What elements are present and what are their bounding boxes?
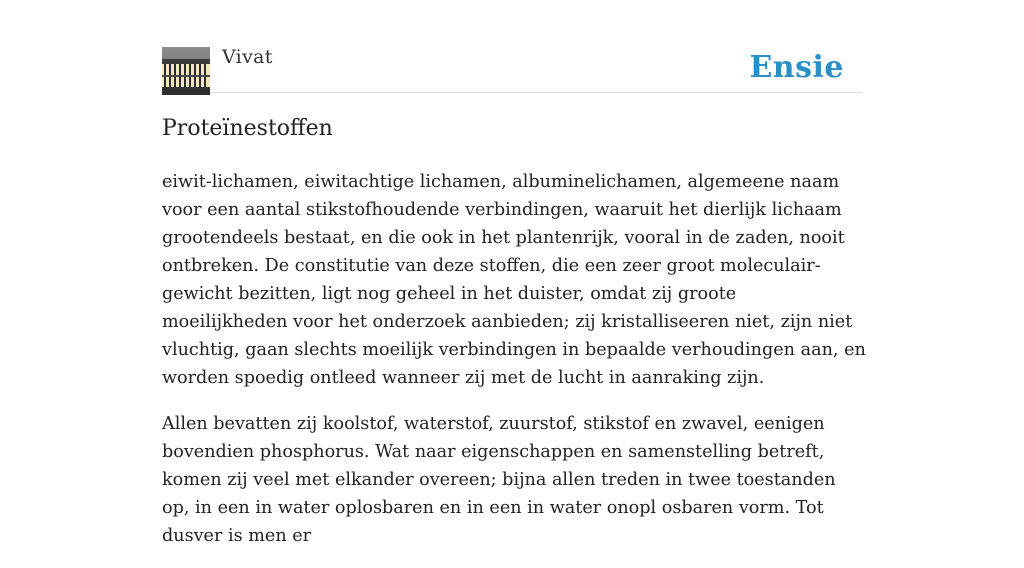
page-title: Proteïnestoffen	[162, 116, 333, 141]
brand-logo[interactable]: Ensie	[749, 50, 844, 85]
article-body	[162, 168, 867, 568]
avatar-image-icon	[162, 47, 210, 95]
author-avatar[interactable]	[162, 47, 210, 95]
paragraph: eiwit-lichamen, eiwitachtige lichamen, albuminelichamen, algemeene naam voor een aantal stikstofhoudende verbindingen, waaruit het dierlijk lichaam grootendeels bestaat, en die ook in het plantenrijk, vooral in de zaden, nooit ontbreken. De constitutie van deze stoffen, die een zeer groot moleculair-gewicht bezitten, ligt nog geheel in het duister, omdat zij groote moeilijkheden voor het onderzoek aanbieden; zij kristalliseeren niet, zijn niet vluchtig, gaan slechts moeilijk verbindingen in bepaalde verhoudingen aan, en worden spoedig ontleed wanneer zij met de lucht in aanraking zijn.	[162, 172, 866, 388]
author-name[interactable]: Vivat	[222, 46, 273, 68]
paragraph: Allen bevatten zij koolstof, waterstof, zuurstof, stikstof en zwavel, eenigen bovendien phosphorus. Wat naar eigenschappen en samenstelling betreft, komen zij veel met elkander overeen; bijna allen treden in twee toestanden op, in een in water oplosbaren en in een in water onopl osbaren vorm. Tot dusver is men er	[162, 414, 836, 546]
header	[162, 46, 862, 93]
